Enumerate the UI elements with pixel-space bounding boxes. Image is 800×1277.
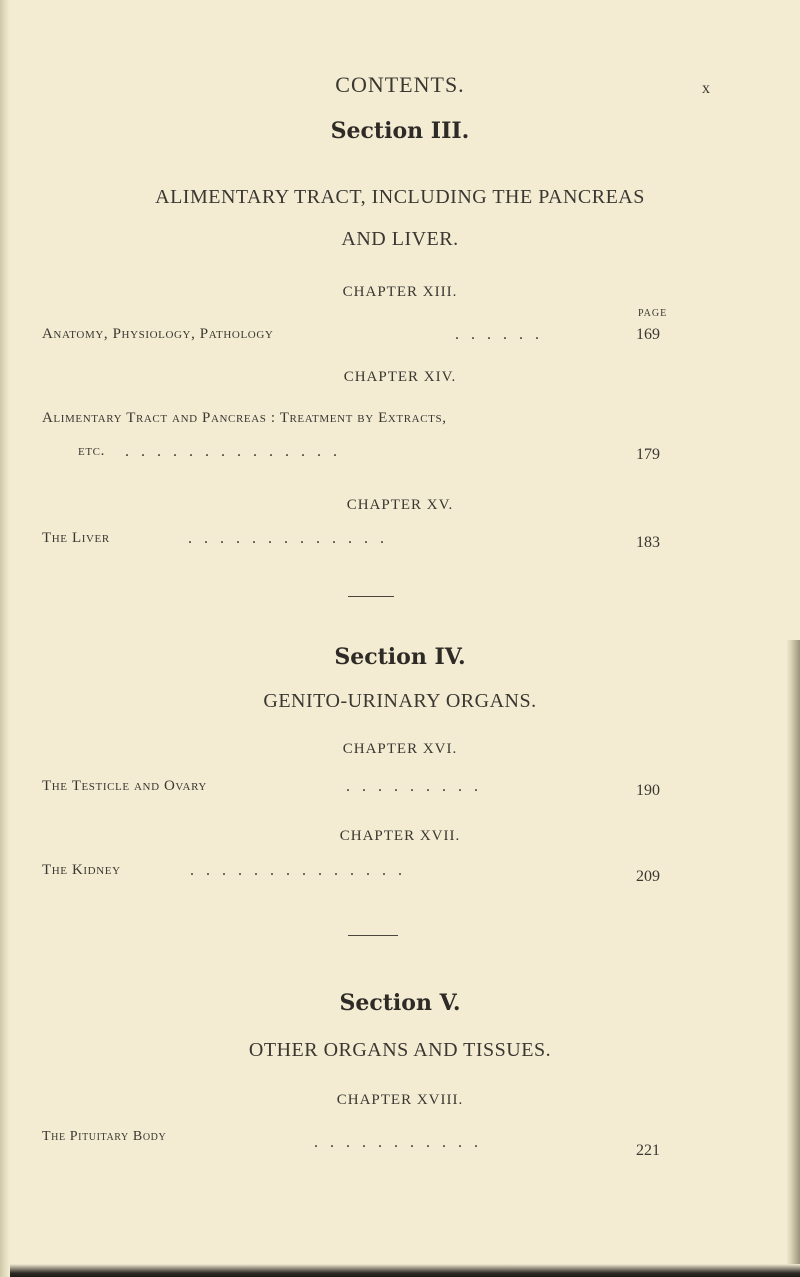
toc-entry-title: The Pituitary Body xyxy=(42,1129,167,1144)
section-heading: Section V. xyxy=(339,990,461,1016)
toc-entry-title: The Testicle and Ovary xyxy=(42,778,207,794)
section-divider xyxy=(348,596,394,597)
page-column-label: PAGE xyxy=(638,308,668,319)
chapter-heading: CHAPTER XVII. xyxy=(339,828,461,844)
leader-dots: . . . . . . . . . . . . . xyxy=(188,530,384,547)
chapter-heading: CHAPTER XV. xyxy=(346,497,454,513)
leader-dots: . . . . . . xyxy=(455,326,539,343)
section-heading: Section III. xyxy=(330,118,470,144)
toc-entry-title: Alimentary Tract and Pancreas : Treatment by Extracts, xyxy=(42,410,447,426)
section-title: ALIMENTARY TRACT, INCLUDING THE PANCREAS xyxy=(155,186,645,208)
section-title: GENITO-URINARY ORGANS. xyxy=(263,690,537,712)
toc-entry-title: The Liver xyxy=(42,530,110,546)
toc-entry-title-cont: etc. xyxy=(78,443,105,459)
chapter-heading: CHAPTER XIV. xyxy=(343,369,457,385)
toc-entry-page: 221 xyxy=(636,1142,660,1159)
section-title: OTHER ORGANS AND TISSUES. xyxy=(248,1039,552,1061)
section-divider xyxy=(348,935,398,936)
leader-dots: . . . . . . . . . xyxy=(346,778,478,795)
leader-dots: . . . . . . . . . . . . . . xyxy=(125,443,337,460)
chapter-heading: CHAPTER XVI. xyxy=(342,741,458,757)
page-number: x xyxy=(702,80,710,97)
toc-entry-title: Anatomy, Physiology, Pathology xyxy=(42,326,274,342)
page-edge-shadow xyxy=(786,640,800,1277)
toc-entry-page: 169 xyxy=(636,326,660,343)
page-bottom-edge xyxy=(10,1264,800,1277)
leader-dots: . . . . . . . . . . . . . . xyxy=(190,862,402,879)
chapter-heading: CHAPTER XVIII. xyxy=(336,1092,464,1108)
toc-entry-title: The Kidney xyxy=(42,862,121,878)
toc-entry-page: 209 xyxy=(636,868,660,885)
leader-dots: . . . . . . . . . . . xyxy=(314,1134,478,1151)
chapter-heading: CHAPTER XIII. xyxy=(342,284,458,300)
toc-entry-page: 179 xyxy=(636,446,660,463)
running-title: CONTENTS. xyxy=(335,72,465,97)
toc-entry-page: 183 xyxy=(636,534,660,551)
toc-entry-page: 190 xyxy=(636,782,660,799)
section-title-cont: AND LIVER. xyxy=(341,228,459,250)
section-heading: Section IV. xyxy=(334,644,466,670)
